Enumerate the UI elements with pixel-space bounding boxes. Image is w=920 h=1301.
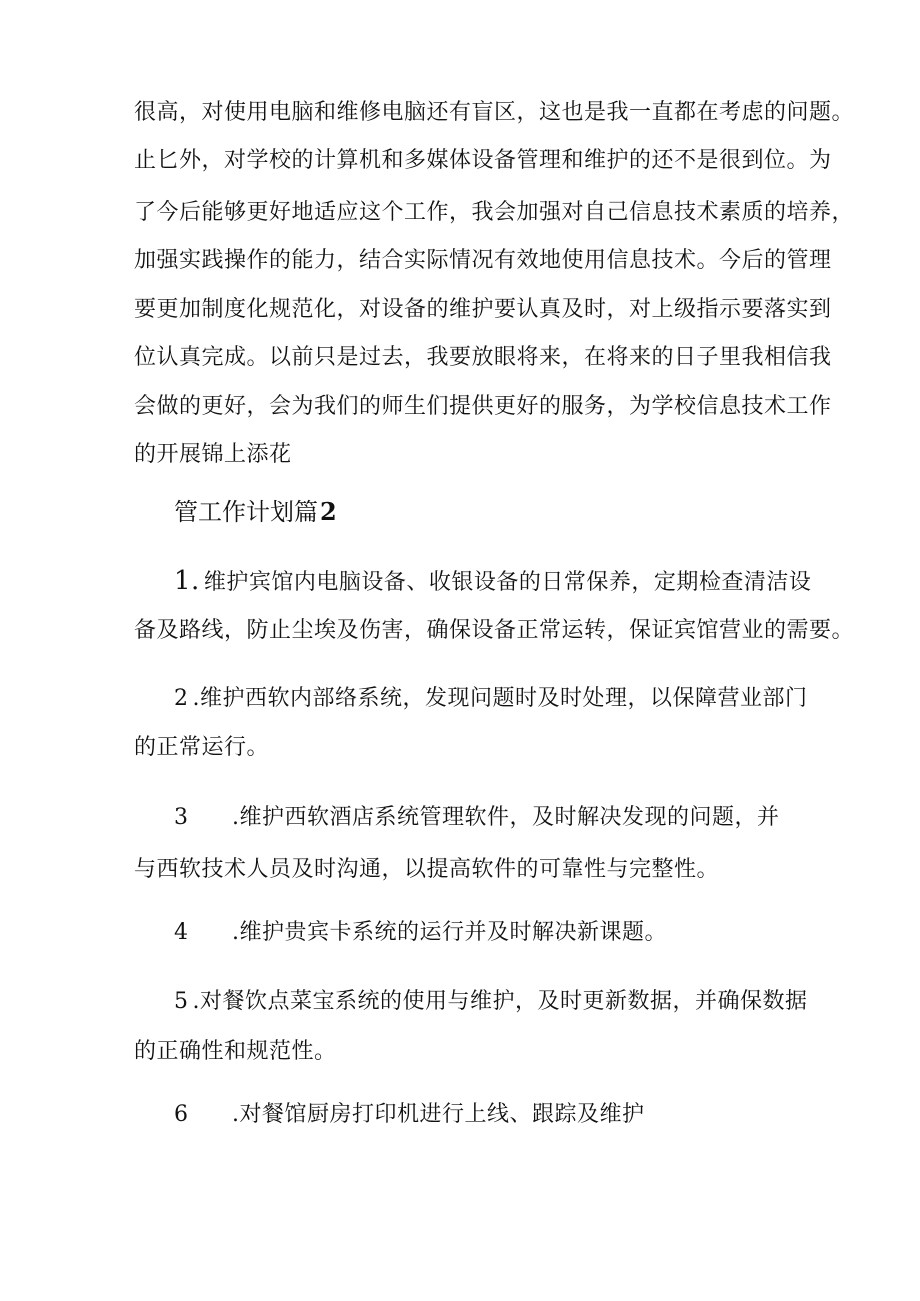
list-item-text: .对餐馆厨房打印机进行上线、跟踪及维护 [232,1102,645,1127]
list-item-first-line [174,566,814,598]
section-heading-number: 2 [320,497,337,526]
paragraph-line: 了今后能够更好地适应这个工作，我会加强对自己信息技术素质的培养， [134,200,855,225]
list-item-text: .维护西软内部络系统，发现问题时及时处理，以保障营业部门 [192,686,808,711]
paragraph-line: 要更加制度化规范化，对设备的维护要认真及时，对上级指示要落实到 [134,297,832,322]
list-item-number: 3 [174,805,189,830]
list-item-text: 维护宾馆内电脑设备、收银设备的日常保养，定期检查清洁设 [203,570,812,595]
paragraph-line: 的开展锦上添花 [134,442,292,467]
list-item-number: 1. [174,566,200,596]
list-item-continuation: 备及路线，防止尘埃及伤害，确保设备正常运转，保证宾馆营业的需要。 [134,618,855,643]
list-item-number: 2 [174,686,189,711]
list-item-continuation: 与西软技术人员及时沟通，以提高软件的可靠性与完整性。 [134,857,720,882]
list-item-first-line [174,987,814,1017]
list-item-first-line [174,1100,814,1130]
list-item-text: .维护西软酒店系统管理软件，及时解决发现的问题，并 [232,805,780,830]
list-item-first-line [174,918,814,948]
paragraph-line: 止匕外，对学校的计算机和多媒体设备管理和维护的还不是很到位。为 [134,148,832,173]
list-item-text: .维护贵宾卡系统的运行并及时解决新课题。 [232,920,667,945]
paragraph-line: 加强实践操作的能力，结合实际情况有效地使用信息技术。今后的管理 [134,248,832,273]
list-item-number: 6 [174,1102,189,1127]
list-item-continuation: 的正确性和规范性。 [134,1039,337,1064]
list-item-first-line [174,803,814,833]
list-item-text: .对餐饮点菜宝系统的使用与维护，及时更新数据，并确保数据 [192,989,808,1014]
paragraph-line: 会做的更好，会为我们的师生们提供更好的服务，为学校信息技术工作 [134,394,832,419]
paragraph-line: 很高，对使用电脑和维修电脑还有盲区，这也是我一直都在考虑的问题。 [134,100,855,125]
list-item-number: 5 [174,989,189,1014]
list-item-number: 4 [174,920,189,945]
list-item-continuation: 的正常运行。 [134,735,270,760]
list-item-first-line [174,684,814,714]
section-heading [174,496,337,528]
section-heading-text: 管工作计划篇 [174,498,318,526]
paragraph-line: 位认真完成。以前只是过去，我要放眼将来，在将来的日子里我相信我 [134,345,832,370]
